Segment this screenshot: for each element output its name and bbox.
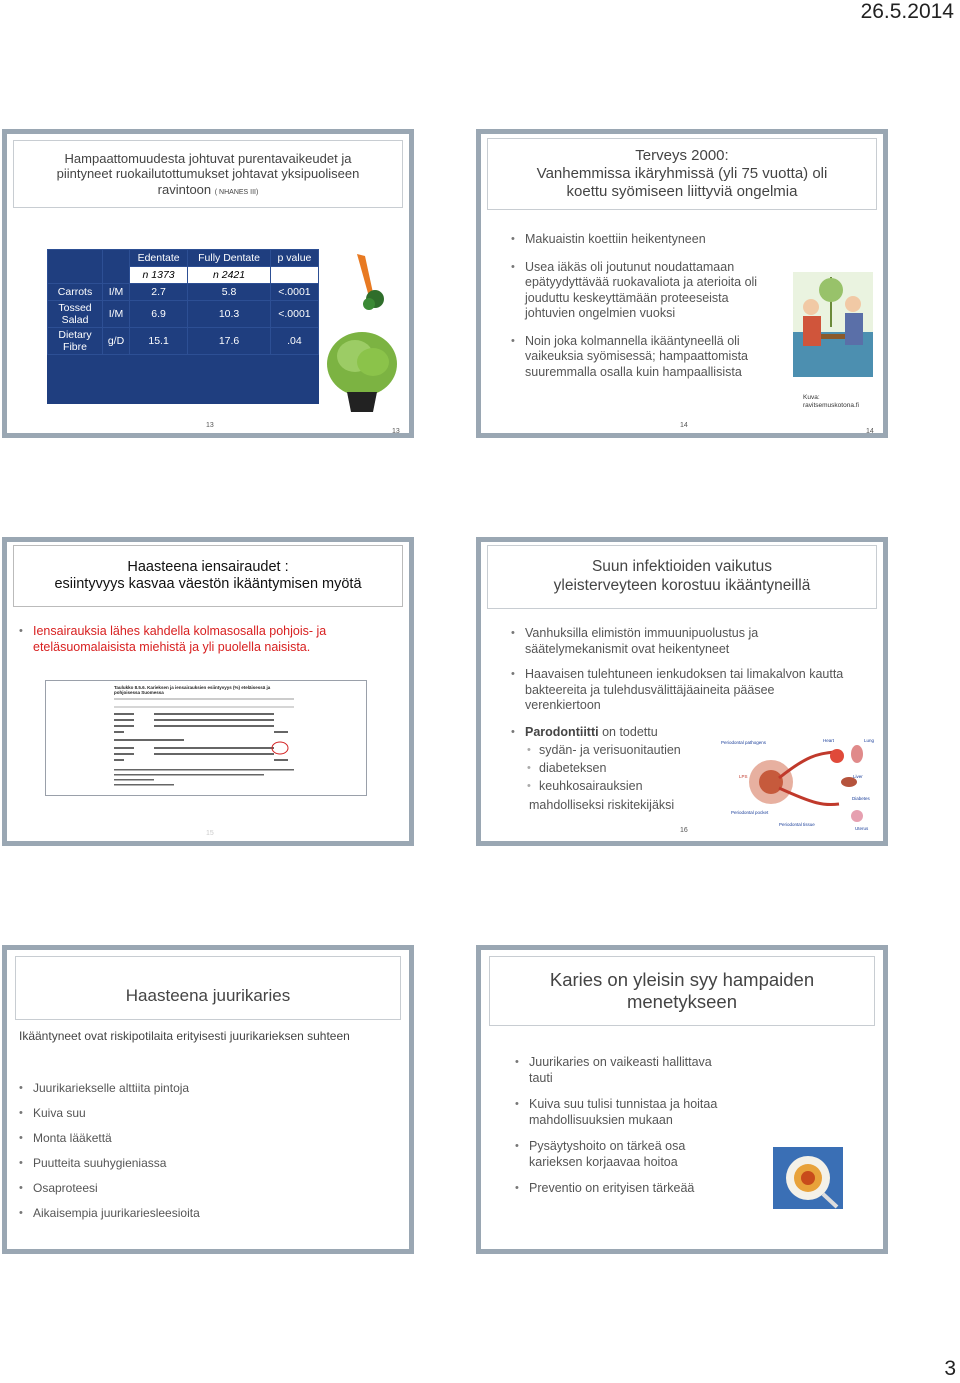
title-line: yleisterveyteen korostuu ikääntyneillä — [553, 577, 811, 594]
nutrition-table — [47, 249, 319, 404]
title-line: Hampaattomuudesta johtuvat purentavaikeudet ja — [64, 150, 352, 166]
bullet-list — [509, 232, 774, 380]
page-number: 3 — [944, 1357, 956, 1380]
title-line: Terveys 2000: — [635, 147, 729, 164]
table-cell: Tossed Salad — [48, 301, 103, 328]
table-cell: Dietary Fibre — [48, 328, 103, 355]
list-item: • Usea iäkäs oli joutunut noudattamaan epätyydyttävää ruokavaliota ja aterioita oli jouduttu keskeyttämään proteeseista johtuvien ongelmien vuoksi — [509, 260, 774, 322]
table-cell: <.0001 — [270, 284, 318, 301]
table-cell: 15.1 — [130, 328, 188, 355]
table-cell: 6.9 — [130, 301, 188, 328]
list-item: • sydän- ja verisuonitautien — [509, 741, 849, 759]
title-line: Vanhemmissa ikäryhmissä (yli 75 vuotta) oli — [536, 165, 828, 182]
slide-13 — [2, 129, 414, 438]
diagram-label: Periodontal pocket — [731, 810, 769, 815]
table-cell: 17.6 — [188, 328, 271, 355]
bullet-list — [513, 1055, 723, 1197]
elderly-couple-illustration — [793, 272, 873, 377]
slide-title — [487, 545, 877, 609]
slide-18 — [476, 945, 888, 1254]
title-source: ( NHANES III) — [214, 188, 259, 196]
diagram-label: Diabetes — [852, 796, 870, 801]
list-item: • Noin joka kolmannella ikääntyneellä oli vaikeuksia syömisessä; hampaattomista suuremmalla osalla kuin hampaallisista — [509, 334, 774, 381]
table-header: p value — [270, 250, 318, 267]
diagram-label: Uterus — [855, 826, 869, 831]
slide-14 — [476, 129, 888, 438]
list-item: • Monta lääkettä — [17, 1126, 397, 1151]
diagram-label: Periodontal pathogens — [721, 740, 767, 745]
slide-number: 13 — [206, 422, 214, 429]
prevalence-table-image — [45, 680, 367, 796]
table-header: Fully Dentate — [188, 250, 271, 267]
list-item: • Iensairauksia lähes kahdella kolmasosalla pohjois- ja eteläsuomalaisista miehistä ja yli puolella naisista. — [17, 624, 397, 655]
title-line: Karies on yleisin syy hampaiden — [549, 968, 815, 990]
title-line: ravintoon — [157, 181, 212, 197]
title-line: menetykseen — [626, 991, 738, 1012]
table-cell: I/M — [103, 301, 130, 328]
image-caption: Kuva: ravitsemuskotona.fi — [803, 394, 859, 409]
table-cell: 10.3 — [188, 301, 271, 328]
diagram-label: Periodontal tissue — [779, 822, 815, 827]
table-header: Edentate — [130, 250, 188, 267]
diagram-label: Liver — [853, 774, 863, 779]
list-item: • Juurikariekselle alttiita pintoja — [17, 1076, 397, 1101]
table-cell: .04 — [270, 328, 318, 355]
table-cell: Carrots — [48, 284, 103, 301]
paro-bold: Parodontiitti — [525, 724, 599, 739]
list-item: • Aikaisempia juurikariesleesioita — [17, 1201, 397, 1226]
table-cell: n 1373 — [142, 269, 175, 281]
list-item: • Juurikaries on vaikeasti hallittava tauti — [513, 1055, 723, 1086]
closing-text: mahdolliseksi riskitekijäksi — [529, 798, 675, 812]
slide-number: 13 — [392, 428, 400, 435]
table-cell: 5.8 — [188, 284, 271, 301]
periodontal-systemic-diagram — [719, 734, 877, 834]
slide-number: 15 — [206, 830, 214, 837]
list-item: • keuhkosairauksien — [509, 777, 849, 795]
slide-16 — [476, 537, 888, 846]
bullet-list — [17, 624, 397, 655]
table-grid-image — [114, 697, 299, 789]
slide-title — [489, 956, 875, 1026]
table-cell: I/M — [103, 284, 130, 301]
list-item: • Vanhuksilla elimistön immuunipuolustus ja säätelymekanismit ovat heikentyneet — [509, 626, 795, 657]
slide-number: 16 — [680, 827, 688, 834]
table-caption: Taulukko 8.5.6. Karieksen ja iensairauksien esiintyvyys (%) eteläisessä ja pohjoisessa Suomessa — [114, 685, 271, 695]
carrot-salad-image — [317, 244, 407, 419]
slide-title — [487, 138, 877, 210]
title-line: piintyneet ruokailutottumukset johtavat yksipuoliseen — [56, 166, 360, 182]
table-cell: 2.7 — [130, 284, 188, 301]
intro-text: Ikääntyneet ovat riskipotilaita erityisesti juurikarieksen suhteen — [19, 1029, 350, 1043]
title-line: Haasteena juurikaries — [125, 985, 291, 1005]
bullet-list — [17, 1076, 397, 1226]
list-item: • Kuiva suu tulisi tunnistaa ja hoitaa mahdollisuuksien mukaan — [513, 1097, 723, 1128]
table-cell: g/D — [103, 328, 130, 355]
slide-title — [13, 545, 403, 607]
slide-title — [15, 956, 401, 1020]
slide-17 — [2, 945, 414, 1254]
diagram-label: LPS — [739, 774, 748, 779]
table-cell: n 2421 — [212, 269, 246, 281]
slide-title — [13, 140, 403, 208]
list-item: • Preventio on erityisen tärkeää — [513, 1181, 723, 1197]
paro-rest: on todettu — [598, 724, 658, 739]
slide-number: 14 — [680, 422, 688, 429]
list-item: • Osaproteesi — [17, 1176, 397, 1201]
document-date: 26.5.2014 — [860, 0, 954, 23]
list-item: • Puutteita suuhygieniassa — [17, 1151, 397, 1176]
title-line: koettu syömiseen liittyviä ongelmia — [566, 183, 798, 200]
slide-15 — [2, 537, 414, 846]
slide-number: 14 — [866, 428, 874, 435]
list-item: • Haavaisen tulehtuneen ienkudoksen tai limakalvon kautta bakteereita ja tulehdusvälittäjäaineita pääsee verenkiertoon — [509, 667, 849, 714]
list-item: • Kuiva suu — [17, 1101, 397, 1126]
title-line: esiintyvyys kasvaa väestön ikääntymisen myötä — [54, 576, 362, 592]
list-item: • Makuaistin koettiin heikentyneen — [509, 232, 774, 248]
list-item: • Pysäytyshoito on tärkeä osa karieksen korjaavaa hoitoa — [513, 1139, 723, 1170]
title-line: Suun infektioiden vaikutus — [591, 558, 773, 576]
list-item: • diabeteksen — [509, 759, 849, 777]
diagram-label: Heart — [823, 738, 835, 743]
diagram-label: Lung — [864, 738, 875, 743]
table-cell: <.0001 — [270, 301, 318, 328]
title-line: Haasteena iensairaudet : — [127, 558, 289, 575]
tooth-magnifier-image — [773, 1147, 843, 1209]
